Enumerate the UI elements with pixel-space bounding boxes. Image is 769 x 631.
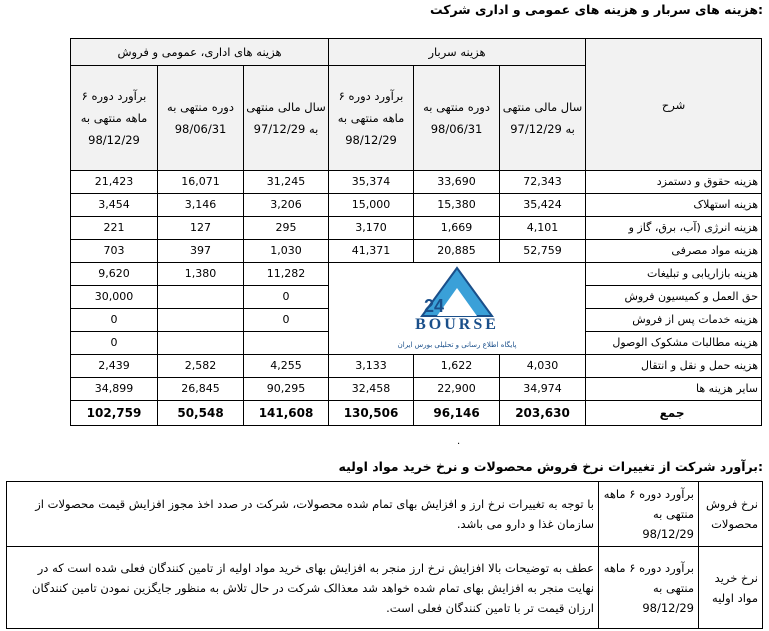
- table-row: [71, 355, 762, 378]
- cell-value: 1,622: [414, 355, 500, 378]
- row-label: هزینه بازاریابی و تبلیغات: [586, 263, 762, 286]
- cell-value: 90,295: [244, 378, 329, 401]
- row-label: هزینه مطالبات مشکوک الوصول: [586, 332, 762, 355]
- cell-value: 41,371: [329, 240, 414, 263]
- cell-value: 0: [244, 309, 329, 332]
- cell-value: 295: [244, 217, 329, 240]
- overhead-group-header: هزینه سربار: [329, 39, 586, 66]
- cell-value: 1,380: [158, 263, 244, 286]
- description-column-header: شرح: [586, 39, 762, 171]
- overhead-estimate-header: برآورد دوره ۶ ماهه منتهی به 98/12/29: [329, 66, 414, 171]
- cell-value: 11,282: [244, 263, 329, 286]
- cell-value: 3,146: [158, 194, 244, 217]
- cell-value: 52,759: [500, 240, 586, 263]
- row-label: هزینه خدمات پس از فروش: [586, 309, 762, 332]
- table-row: [71, 194, 762, 217]
- row-label: هزینه حمل و نقل و انتقال: [586, 355, 762, 378]
- logo-subtitle: پایگاه اطلاع رسانی و تحلیلی بورس ایران: [397, 340, 517, 349]
- cell-value: 397: [158, 240, 244, 263]
- estimate-section-heading: :برآورد شرکت از تغییرات نرخ فروش محصولات و نرخ خرید مواد اولیه: [338, 459, 763, 474]
- cell-value: 15,380: [414, 194, 500, 217]
- cell-value: 703: [71, 240, 158, 263]
- total-value: 50,548: [158, 401, 244, 426]
- table-row: [7, 482, 763, 547]
- total-label: جمع: [586, 401, 762, 426]
- total-row: [71, 401, 762, 426]
- admin-fiscal-year-header: سال مالی منتهی به 97/12/29: [244, 66, 329, 171]
- cell-value: 9,620: [71, 263, 158, 286]
- cell-value: 31,245: [244, 171, 329, 194]
- separator-dot: .: [457, 436, 461, 447]
- cell-value: 2,582: [158, 355, 244, 378]
- cell-value: 127: [158, 217, 244, 240]
- row-label: هزینه انرژی (آب، برق، گاز و: [586, 217, 762, 240]
- cell-value: 1,669: [414, 217, 500, 240]
- cell-value: 3,133: [329, 355, 414, 378]
- row-label: حق العمل و کمیسیون فروش: [586, 286, 762, 309]
- cell-value: 4,030: [500, 355, 586, 378]
- cell-value: 34,899: [71, 378, 158, 401]
- overhead-period-header: دوره منتهی به 98/06/31: [414, 66, 500, 171]
- row-label: هزینه مواد مصرفی: [586, 240, 762, 263]
- total-value: 130,506: [329, 401, 414, 426]
- admin-estimate-header: برآورد دوره ۶ ماهه منتهی به 98/12/29: [71, 66, 158, 171]
- row-label: سایر هزینه ها: [586, 378, 762, 401]
- total-value: 203,630: [500, 401, 586, 426]
- svg-text:24: 24: [424, 295, 445, 316]
- cell-value: 4,101: [500, 217, 586, 240]
- table-row: [71, 171, 762, 194]
- cell-value: 20,885: [414, 240, 500, 263]
- cell-value: 30,000: [71, 286, 158, 309]
- row-label: هزینه استهلاک: [586, 194, 762, 217]
- description-text: با توجه به تغییرات نرخ ارز و افزایش بهای تمام شده محصولات، شرکت در صدد اخذ مجوز افزایش قیمت محصولات از سازمان غذا و دارو می باشد.: [7, 482, 599, 547]
- cell-value: 26,845: [158, 378, 244, 401]
- total-value: 96,146: [414, 401, 500, 426]
- admin-period-header: دوره منتهی به 98/06/31: [158, 66, 244, 171]
- overhead-fiscal-year-header: سال مالی منتهی به 97/12/29: [500, 66, 586, 171]
- table-row: [7, 547, 763, 629]
- cell-value: 221: [71, 217, 158, 240]
- cell-value: 72,343: [500, 171, 586, 194]
- cell-value: 3,206: [244, 194, 329, 217]
- cell-value: 32,458: [329, 378, 414, 401]
- total-value: 141,608: [244, 401, 329, 426]
- cell-value: 3,454: [71, 194, 158, 217]
- cell-value: 2,439: [71, 355, 158, 378]
- row-label: نرخ فروش محصولات: [699, 482, 763, 547]
- cell-value: [158, 286, 244, 309]
- table-row: [71, 378, 762, 401]
- logo-wordmark: BOURSE: [415, 315, 499, 333]
- cell-value: [244, 332, 329, 355]
- logo-cell: [329, 263, 586, 355]
- bourse-emblem-icon: [382, 264, 532, 320]
- table-row: [71, 263, 762, 286]
- period-label: برآورد دوره ۶ ماهه منتهی به 98/12/29: [599, 547, 699, 629]
- cell-value: 15,000: [329, 194, 414, 217]
- table-row: [71, 217, 762, 240]
- cell-value: [158, 332, 244, 355]
- cell-value: 0: [71, 332, 158, 355]
- bourse-logo: [382, 264, 532, 354]
- total-value: 102,759: [71, 401, 158, 426]
- cell-value: 0: [71, 309, 158, 332]
- cell-value: 33,690: [414, 171, 500, 194]
- cell-value: 34,974: [500, 378, 586, 401]
- table-row: [71, 240, 762, 263]
- cell-value: 22,900: [414, 378, 500, 401]
- cell-value: 3,170: [329, 217, 414, 240]
- cell-value: 35,374: [329, 171, 414, 194]
- period-label: برآورد دوره ۶ ماهه منتهی به 98/12/29: [599, 482, 699, 547]
- admin-group-header: هزینه های اداری، عمومی و فروش: [71, 39, 329, 66]
- cell-value: 1,030: [244, 240, 329, 263]
- cell-value: 35,424: [500, 194, 586, 217]
- row-label: نرخ خرید مواد اولیه: [699, 547, 763, 629]
- costs-section-heading: :هزینه های سربار و هزینه های عمومی و اداری شرکت: [430, 2, 763, 17]
- description-text: عطف به توضیحات بالا افزایش نرخ ارز منجر به افزایش بهای خرید مواد اولیه از تامین کنندگان فعلی شده است که در نهایت منجر به افزایش بهای تمام شده خواهد شد معذالک شرکت در حال تلاش به منظور جایگزین نمودن تامین کنندگان ارزان قیمت تر با تامین کنندگان فعلی است.: [7, 547, 599, 629]
- overhead-admin-cost-table: [70, 38, 762, 426]
- rate-estimate-table: [6, 481, 763, 629]
- cell-value: 21,423: [71, 171, 158, 194]
- row-label: هزینه حقوق و دستمزد: [586, 171, 762, 194]
- cell-value: 4,255: [244, 355, 329, 378]
- cell-value: 16,071: [158, 171, 244, 194]
- cell-value: 0: [244, 286, 329, 309]
- cell-value: [158, 309, 244, 332]
